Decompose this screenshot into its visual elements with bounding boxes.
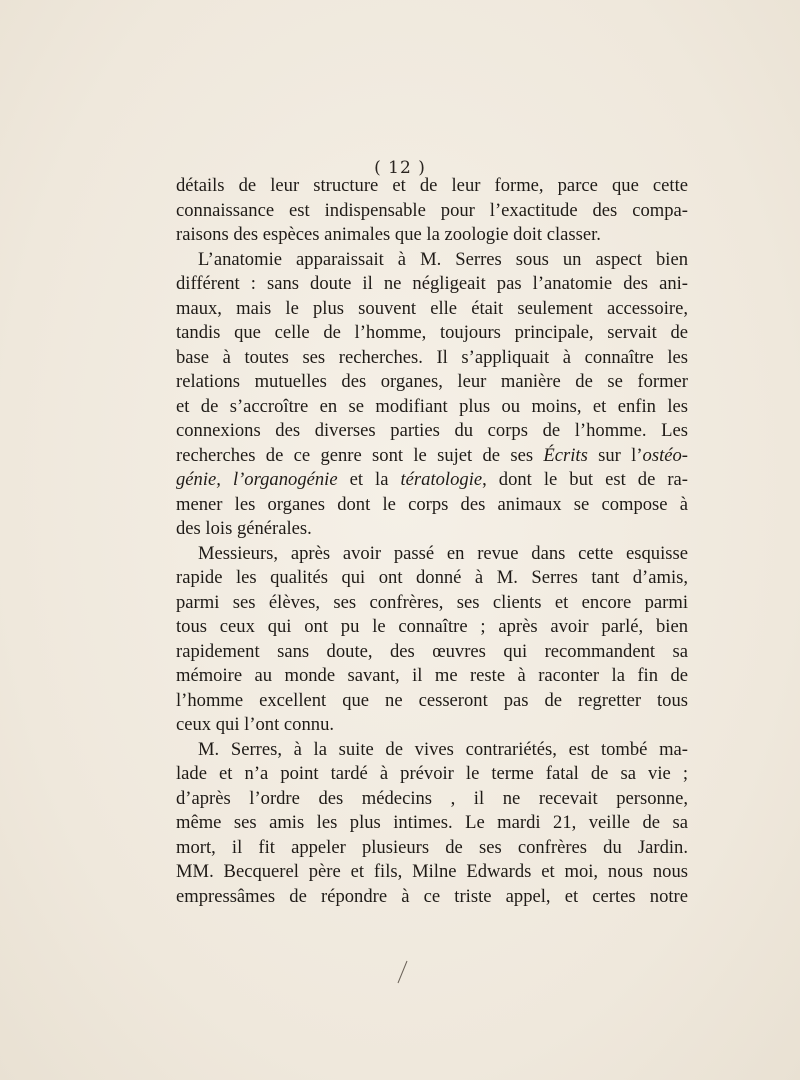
text-line: base à toutes ses recherches. Il s’appliquait à connaître les xyxy=(176,346,688,368)
italic-title: Écrits xyxy=(543,444,588,466)
text-line: tous ceux qui ont pu le connaître ; après avoir parlé, bien xyxy=(176,616,688,637)
text-line: maux, mais le plus souvent elle était seulement accessoire, xyxy=(176,297,688,319)
text-line: L’anatomie apparaissait à M. Serres sous un aspect bien xyxy=(198,248,688,270)
text-line: M. Serres, à la suite de vives contrariétés, est tombé ma- xyxy=(198,738,688,760)
text-line: Messieurs, après avoir passé en revue dans cette esquisse xyxy=(198,542,688,564)
text-line: parmi ses élèves, ses confrères, ses clients et encore parmi xyxy=(176,591,688,613)
text-line: même ses amis les plus intimes. Le mardi 21, veille de sa xyxy=(176,812,688,833)
text-line-mixed xyxy=(176,444,688,469)
text-line: mémoire au monde savant, il me reste à raconter la fin de xyxy=(176,665,688,686)
text-line: connaissance est indispensable pour l’exactitude des compa- xyxy=(176,199,688,221)
text-segment: sur l’ xyxy=(587,444,643,466)
text-line: rapidement sans doute, des œuvres qui recommandent sa xyxy=(176,640,688,662)
page-number: ( 12 ) xyxy=(374,158,426,178)
text-line: empressâmes de répondre à ce triste appel, et certes notre xyxy=(176,885,688,907)
text-line: d’après l’ordre des médecins , il ne recevait personne, xyxy=(176,787,688,809)
text-line: connexions des diverses parties du corps de l’homme. Les xyxy=(176,420,688,441)
text-line: l’homme excellent que ne cesseront pas de regretter tous xyxy=(176,689,688,711)
text-line: tandis que celle de l’homme, toujours principale, servait de xyxy=(176,322,688,343)
text-segment: recherches de ce genre sont le sujet de ses xyxy=(176,444,534,466)
text-segment: et la xyxy=(337,469,401,490)
text-line: lade et n’a point tardé à prévoir le terme fatal de sa vie ; xyxy=(176,763,688,784)
italic-title: génie, l’ xyxy=(176,469,245,490)
text-line: raisons des espèces animales que la zoologie doit classer. xyxy=(176,224,601,245)
text-line: mener les organes dont le corps des animaux se compose à xyxy=(176,493,688,515)
text-line: des lois générales. xyxy=(176,518,312,539)
text-line: mort, il fit appeler plusieurs de ses confrères du Jardin. xyxy=(176,836,688,858)
text-line: rapide les qualités qui ont donné à M. Serres tant d’amis, xyxy=(176,567,688,588)
text-line-mixed xyxy=(176,468,688,493)
pencil-mark xyxy=(395,960,409,984)
text-line: détails de leur structure et de leur forme, parce que cette xyxy=(176,175,688,196)
italic-title: ostéo- xyxy=(642,444,688,466)
italic-title: organogénie xyxy=(244,469,338,490)
text-line: relations mutuelles des organes, leur manière de se former xyxy=(176,371,688,392)
body-text xyxy=(176,174,688,909)
italic-title: tératologie xyxy=(400,469,483,490)
text-line: ceux qui l’ont connu. xyxy=(176,714,335,735)
text-segment: , dont le but est de ra- xyxy=(482,469,688,490)
text-line: différent : sans doute il ne négligeait pas l’anatomie des ani- xyxy=(176,273,688,294)
text-line: MM. Becquerel père et fils, Milne Edwards et moi, nous nous xyxy=(176,861,688,882)
text-line: et de s’accroître en se modifiant plus ou moins, et enfin les xyxy=(176,395,688,417)
